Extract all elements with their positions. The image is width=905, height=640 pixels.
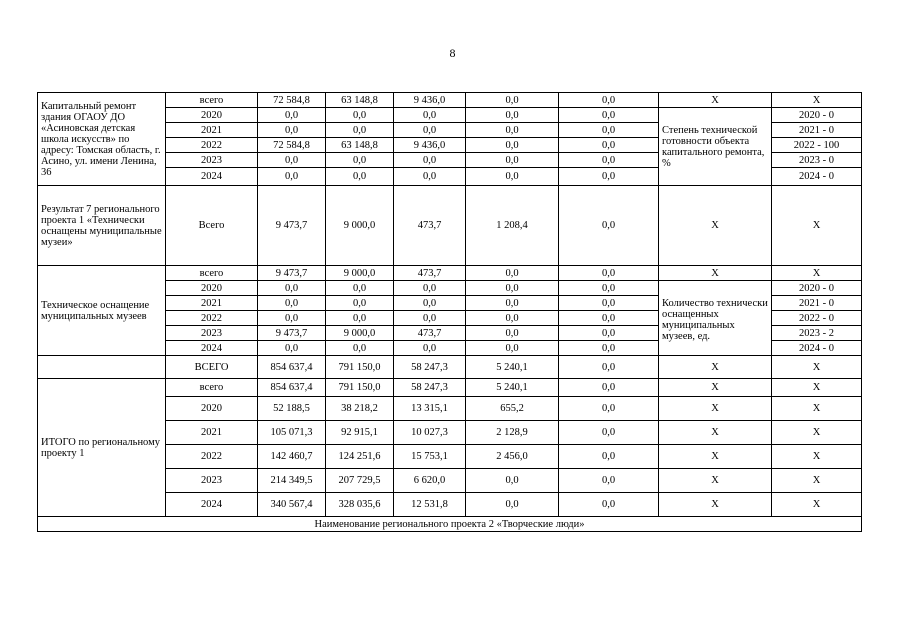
- value-cell: 0,0: [559, 123, 659, 138]
- value-cell: 0,0: [559, 311, 659, 326]
- value-cell: 0,0: [258, 108, 326, 123]
- value-cell: 0,0: [559, 379, 659, 397]
- block-name: Результат 7 регионального проекта 1 «Технически оснащены муниципальные музеи»: [38, 186, 166, 266]
- value-cell: 0,0: [559, 296, 659, 311]
- value-cell: 9 000,0: [326, 326, 394, 341]
- value-cell: 0,0: [559, 341, 659, 356]
- block-name: Техническое оснащение муниципальных музеев: [38, 266, 166, 356]
- value-cell: 0,0: [559, 93, 659, 108]
- value-cell: 0,0: [559, 168, 659, 186]
- period-cell: 2023: [166, 326, 258, 341]
- value-cell: 0,0: [258, 341, 326, 356]
- value-cell: 5 240,1: [466, 356, 559, 379]
- block-name: Капитальный ремонт здания ОГАОУ ДО «Асиновская детская школа искусств» по адресу: Томская область, г. Асино, ул. имени Ленина, 36: [38, 93, 166, 186]
- value-cell: 0,0: [559, 493, 659, 517]
- value-cell: 0,0: [559, 397, 659, 421]
- value-cell: 5 240,1: [466, 379, 559, 397]
- value-cell: 0,0: [466, 326, 559, 341]
- value-cell: 0,0: [326, 168, 394, 186]
- block-name: [38, 356, 166, 379]
- value-cell: 473,7: [394, 266, 466, 281]
- target-cell: 2021 - 0: [772, 296, 862, 311]
- target-cell: 2023 - 2: [772, 326, 862, 341]
- value-cell: 72 584,8: [258, 138, 326, 153]
- value-cell: 0,0: [394, 311, 466, 326]
- value-cell: 0,0: [258, 123, 326, 138]
- target-cell: 2021 - 0: [772, 123, 862, 138]
- value-cell: 9 436,0: [394, 93, 466, 108]
- value-cell: 92 915,1: [326, 421, 394, 445]
- indicator-name: Количество технически оснащенных муниципальных музеев, ед.: [659, 281, 772, 356]
- value-cell: 0,0: [559, 356, 659, 379]
- value-cell: 63 148,8: [326, 138, 394, 153]
- period-cell: всего: [166, 266, 258, 281]
- value-cell: 9 473,7: [258, 326, 326, 341]
- value-cell: 0,0: [466, 93, 559, 108]
- period-cell: 2022: [166, 138, 258, 153]
- value-cell: 0,0: [559, 469, 659, 493]
- indicator-cell: Х: [659, 445, 772, 469]
- value-cell: 0,0: [258, 311, 326, 326]
- period-cell: 2021: [166, 421, 258, 445]
- period-cell: ВСЕГО: [166, 356, 258, 379]
- value-cell: 0,0: [466, 469, 559, 493]
- value-cell: 0,0: [394, 281, 466, 296]
- value-cell: 2 456,0: [466, 445, 559, 469]
- value-cell: 0,0: [326, 153, 394, 168]
- value-cell: 0,0: [394, 153, 466, 168]
- target-cell: 2020 - 0: [772, 108, 862, 123]
- table-row: [38, 517, 862, 532]
- value-cell: 854 637,4: [258, 356, 326, 379]
- indicator-cell: Х: [659, 421, 772, 445]
- indicator-cell: Х: [659, 356, 772, 379]
- value-cell: 58 247,3: [394, 356, 466, 379]
- value-cell: 0,0: [466, 266, 559, 281]
- value-cell: 0,0: [326, 311, 394, 326]
- indicator-cell: Х: [659, 186, 772, 266]
- value-cell: 655,2: [466, 397, 559, 421]
- indicator-name: Степень технической готовности объекта капитального ремонта, %: [659, 108, 772, 186]
- value-cell: 0,0: [559, 138, 659, 153]
- value-cell: 214 349,5: [258, 469, 326, 493]
- period-cell: 2024: [166, 341, 258, 356]
- target-cell: 2023 - 0: [772, 153, 862, 168]
- target-cell: 2022 - 0: [772, 311, 862, 326]
- value-cell: 0,0: [258, 153, 326, 168]
- value-cell: 0,0: [394, 168, 466, 186]
- value-cell: 0,0: [394, 341, 466, 356]
- value-cell: 0,0: [394, 296, 466, 311]
- value-cell: 0,0: [258, 281, 326, 296]
- value-cell: 791 150,0: [326, 356, 394, 379]
- target-cell: 2020 - 0: [772, 281, 862, 296]
- financing-table: [37, 92, 862, 532]
- section-heading: Наименование регионального проекта 2 «Творческие люди»: [38, 517, 862, 532]
- value-cell: 58 247,3: [394, 379, 466, 397]
- period-cell: 2022: [166, 311, 258, 326]
- value-cell: 0,0: [466, 281, 559, 296]
- target-cell: Х: [772, 356, 862, 379]
- value-cell: 0,0: [394, 123, 466, 138]
- value-cell: 0,0: [559, 108, 659, 123]
- value-cell: 0,0: [466, 168, 559, 186]
- table-row: [38, 356, 862, 379]
- indicator-cell: Х: [659, 493, 772, 517]
- target-cell: 2024 - 0: [772, 168, 862, 186]
- target-cell: Х: [772, 493, 862, 517]
- value-cell: 0,0: [326, 123, 394, 138]
- value-cell: 105 071,3: [258, 421, 326, 445]
- value-cell: 0,0: [559, 421, 659, 445]
- target-cell: Х: [772, 93, 862, 108]
- value-cell: 9 436,0: [394, 138, 466, 153]
- value-cell: 1 208,4: [466, 186, 559, 266]
- value-cell: 791 150,0: [326, 379, 394, 397]
- value-cell: 15 753,1: [394, 445, 466, 469]
- period-cell: 2021: [166, 296, 258, 311]
- value-cell: 207 729,5: [326, 469, 394, 493]
- value-cell: 0,0: [559, 186, 659, 266]
- value-cell: 0,0: [466, 341, 559, 356]
- value-cell: 0,0: [258, 168, 326, 186]
- value-cell: 0,0: [466, 296, 559, 311]
- value-cell: 473,7: [394, 186, 466, 266]
- period-cell: 2021: [166, 123, 258, 138]
- value-cell: 0,0: [258, 296, 326, 311]
- indicator-cell: Х: [659, 397, 772, 421]
- period-cell: Всего: [166, 186, 258, 266]
- value-cell: 2 128,9: [466, 421, 559, 445]
- table-row: [38, 266, 862, 281]
- value-cell: 0,0: [559, 153, 659, 168]
- value-cell: 0,0: [559, 281, 659, 296]
- value-cell: 124 251,6: [326, 445, 394, 469]
- value-cell: 0,0: [466, 108, 559, 123]
- value-cell: 52 188,5: [258, 397, 326, 421]
- period-cell: 2023: [166, 469, 258, 493]
- period-cell: 2022: [166, 445, 258, 469]
- value-cell: 9 473,7: [258, 186, 326, 266]
- value-cell: 38 218,2: [326, 397, 394, 421]
- value-cell: 9 000,0: [326, 186, 394, 266]
- value-cell: 854 637,4: [258, 379, 326, 397]
- value-cell: 72 584,8: [258, 93, 326, 108]
- period-cell: 2020: [166, 397, 258, 421]
- period-cell: 2024: [166, 493, 258, 517]
- value-cell: 0,0: [326, 296, 394, 311]
- value-cell: 63 148,8: [326, 93, 394, 108]
- table-row: [38, 186, 862, 266]
- value-cell: 0,0: [466, 123, 559, 138]
- target-cell: 2024 - 0: [772, 341, 862, 356]
- value-cell: 9 000,0: [326, 266, 394, 281]
- target-cell: 2022 - 100: [772, 138, 862, 153]
- value-cell: 0,0: [326, 108, 394, 123]
- value-cell: 10 027,3: [394, 421, 466, 445]
- value-cell: 0,0: [466, 153, 559, 168]
- value-cell: 9 473,7: [258, 266, 326, 281]
- value-cell: 0,0: [559, 266, 659, 281]
- table-row: [38, 93, 862, 108]
- value-cell: 0,0: [326, 341, 394, 356]
- period-cell: 2024: [166, 168, 258, 186]
- value-cell: 0,0: [466, 138, 559, 153]
- target-cell: Х: [772, 469, 862, 493]
- target-cell: Х: [772, 397, 862, 421]
- value-cell: 473,7: [394, 326, 466, 341]
- period-cell: всего: [166, 93, 258, 108]
- page-number: 8: [449, 46, 456, 60]
- value-cell: 0,0: [466, 311, 559, 326]
- value-cell: 328 035,6: [326, 493, 394, 517]
- value-cell: 0,0: [394, 108, 466, 123]
- value-cell: 142 460,7: [258, 445, 326, 469]
- indicator-cell: Х: [659, 469, 772, 493]
- value-cell: 0,0: [466, 493, 559, 517]
- target-cell: Х: [772, 266, 862, 281]
- period-cell: 2020: [166, 281, 258, 296]
- period-cell: всего: [166, 379, 258, 397]
- value-cell: 0,0: [559, 326, 659, 341]
- value-cell: 340 567,4: [258, 493, 326, 517]
- indicator-cell: Х: [659, 93, 772, 108]
- indicator-cell: Х: [659, 379, 772, 397]
- value-cell: 12 531,8: [394, 493, 466, 517]
- target-cell: Х: [772, 445, 862, 469]
- table-row: [38, 379, 862, 397]
- period-cell: 2020: [166, 108, 258, 123]
- target-cell: Х: [772, 421, 862, 445]
- value-cell: 6 620,0: [394, 469, 466, 493]
- period-cell: 2023: [166, 153, 258, 168]
- target-cell: Х: [772, 186, 862, 266]
- target-cell: Х: [772, 379, 862, 397]
- value-cell: 0,0: [559, 445, 659, 469]
- value-cell: 0,0: [326, 281, 394, 296]
- value-cell: 13 315,1: [394, 397, 466, 421]
- indicator-cell: Х: [659, 266, 772, 281]
- block-name: ИТОГО по региональному проекту 1: [38, 379, 166, 517]
